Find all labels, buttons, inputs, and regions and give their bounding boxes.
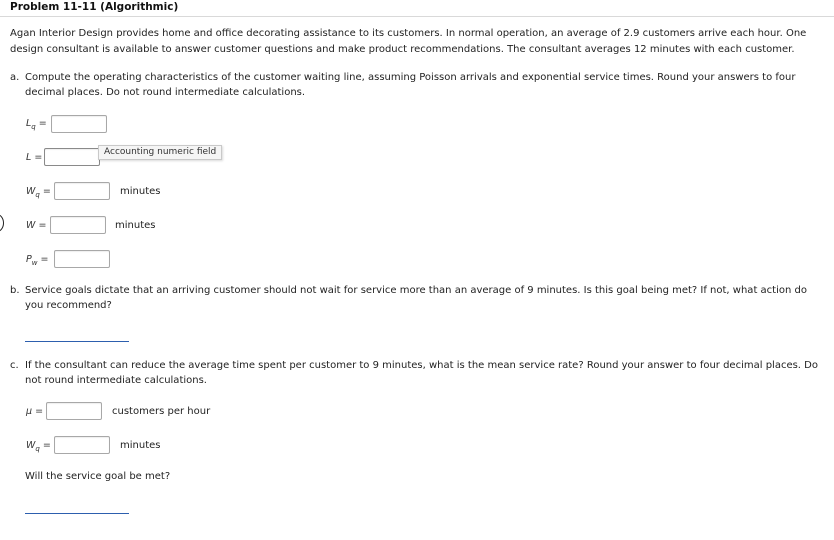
w-label: W =	[26, 220, 47, 231]
c-wq-unit: minutes	[120, 440, 161, 451]
wq-input[interactable]	[54, 182, 110, 200]
problem-intro: Agan Interior Design provides home and office decorating assistance to its customers. In normal operation, an average of 2.9 customers arrive each hour. One design consultant is available to answer customer questions and make product recommendations. The consultant averages 12 minutes with each customer.	[10, 28, 807, 55]
problem-title: Problem 11-11 (Algorithmic)	[10, 1, 179, 13]
part-c-letter: c.	[10, 360, 19, 371]
part-a-text: Compute the operating characteristics of the customer waiting line, assuming Poisson arrivals and exponential service times. Round your answers to four decimal places. Do not round intermediate calculations.	[25, 72, 796, 98]
part-a-question	[10, 70, 796, 98]
mu-label: μ =	[26, 406, 44, 417]
c-wq-input[interactable]	[54, 436, 110, 454]
wq-unit: minutes	[120, 186, 161, 197]
title-divider	[0, 16, 834, 17]
pw-label: $P_w$ =	[26, 254, 49, 267]
part-c-question	[10, 358, 818, 386]
wq-label: $W_q$ =	[26, 186, 51, 199]
c-wq-label: $W_q$ =	[26, 440, 51, 453]
part-a-letter: a.	[10, 72, 20, 83]
mu-input[interactable]	[46, 402, 102, 420]
service-goal-question: Will the service goal be met?	[25, 471, 171, 482]
w-unit: minutes	[115, 220, 156, 231]
part-b-question	[10, 283, 807, 311]
lq-label: $L_q$ =	[26, 118, 47, 131]
part-b-answer-select[interactable]	[25, 341, 129, 342]
pw-input[interactable]	[54, 250, 110, 268]
edge-bracket	[0, 214, 4, 232]
part-b-letter: b.	[10, 285, 20, 296]
service-goal-answer-select[interactable]	[25, 513, 129, 514]
l-label: L =	[26, 152, 43, 163]
lq-input[interactable]	[51, 115, 107, 133]
part-c-text: If the consultant can reduce the average time spent per customer to 9 minutes, what is the mean service rate? Round your answer to four decimal places. Do not round intermediate calculations.	[25, 360, 818, 386]
field-tooltip: Accounting numeric field	[98, 145, 222, 160]
mu-unit: customers per hour	[112, 406, 211, 417]
w-input[interactable]	[50, 216, 106, 234]
l-input[interactable]	[44, 148, 100, 166]
part-b-text: Service goals dictate that an arriving customer should not wait for service more than an average of 9 minutes. Is this goal being met? If not, what action do you recommend?	[25, 285, 807, 311]
